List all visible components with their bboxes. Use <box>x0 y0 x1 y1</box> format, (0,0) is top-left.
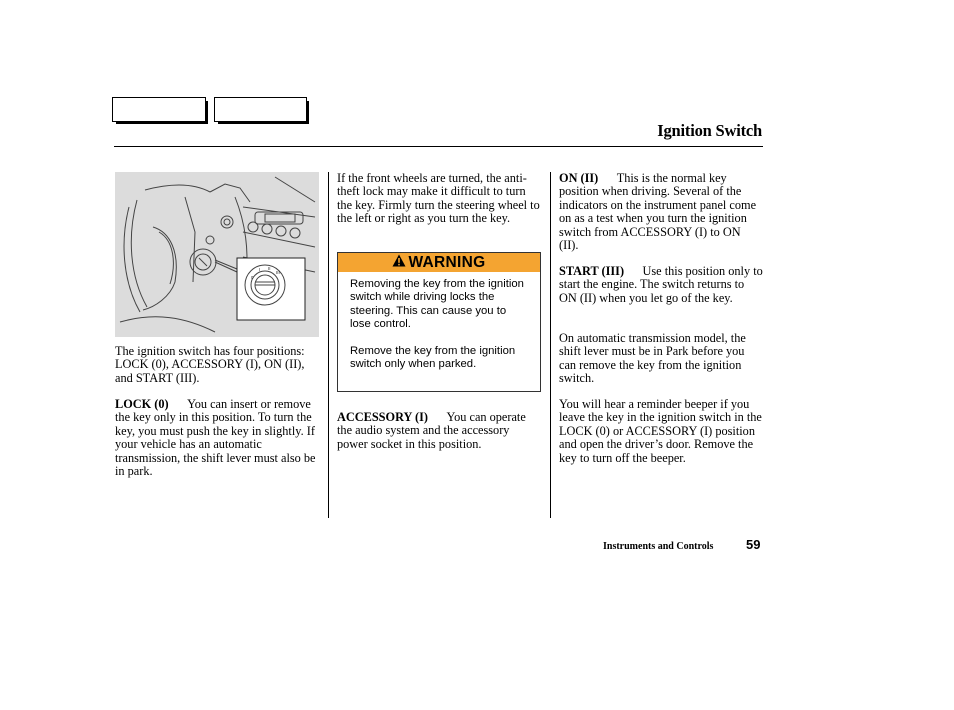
column-3-automatic <box>559 332 763 386</box>
column-2-accessory <box>337 411 541 451</box>
ignition-switch-illustration <box>115 172 319 337</box>
page-number: 59 <box>746 537 761 552</box>
on-text: This is the normal key position when driving. Several of the indicators on the instrument panel come on as a test when you turn the ignition switch from ACCESSORY (I) to ON (II). <box>559 171 757 253</box>
column-2-intro <box>337 172 541 226</box>
nav-button-next[interactable] <box>214 97 307 122</box>
column-3-beeper <box>559 398 763 465</box>
lock-paragraph <box>115 398 319 478</box>
accessory-text: You can operate the audio system and the accessory power socket in this position. <box>337 410 526 451</box>
steering-lock-paragraph: If the front wheels are turned, the anti-theft lock may make it difficult to turn the key. Firmly turn the steering wheel to the left or right as you turn the key. <box>337 171 540 226</box>
lock-text: You can insert or remove the key only in this position. To turn the key, you must push the key in slightly. If your vehicle has an automatic transmission, the shift lever must also be in park. <box>115 397 316 479</box>
accessory-label: ACCESSORY (I) <box>337 410 429 424</box>
warning-header <box>338 253 540 272</box>
start-label: START (III) <box>559 264 625 278</box>
warning-triangle-icon <box>392 254 406 272</box>
dial-label-start: III <box>276 270 280 275</box>
start-paragraph <box>559 265 763 305</box>
header-rule <box>114 146 763 147</box>
on-label: ON (II) <box>559 171 599 185</box>
column-3-start <box>559 265 763 305</box>
warning-text-2: Remove the key from the ignition switch only when parked. <box>350 345 516 371</box>
intro-paragraph: The ignition switch has four positions: LOCK (0), ACCESSORY (I), ON (II), and START (III). <box>115 344 305 385</box>
dial-label-on: II <box>268 266 271 271</box>
column-divider-1 <box>328 172 329 518</box>
warning-text-1: Removing the key from the ignition switch while driving locks the steering. This can cause you to lose control. <box>350 278 524 331</box>
dial-label-lock: 0 <box>251 275 254 280</box>
on-paragraph <box>559 172 763 252</box>
column-1-intro <box>115 345 319 385</box>
dashboard-drawing <box>115 172 319 337</box>
nav-button-previous[interactable] <box>112 97 206 122</box>
lock-label: LOCK (0) <box>115 397 169 411</box>
page-title: Ignition Switch <box>657 121 762 140</box>
dial-label-accessory: I <box>259 267 261 272</box>
accessory-paragraph <box>337 411 541 451</box>
column-3-on <box>559 172 763 252</box>
warning-box <box>337 252 541 392</box>
column-1-lock <box>115 398 319 478</box>
warning-body <box>338 272 540 372</box>
automatic-paragraph: On automatic transmission model, the shift lever must be in Park before you can remove the key from the ignition switch. <box>559 331 746 386</box>
footer-section-label: Instruments and Controls <box>603 541 714 552</box>
beeper-paragraph: You will hear a reminder beeper if you leave the key in the ignition switch in the LOCK (0) or ACCESSORY (I) position and open the driver’s door. Remove the key to turn off the beeper. <box>559 397 762 465</box>
warning-heading: WARNING <box>408 253 486 271</box>
start-text: Use this position only to start the engine. The switch returns to ON (II) when you let go of the key. <box>559 264 763 305</box>
column-divider-2 <box>550 172 551 518</box>
